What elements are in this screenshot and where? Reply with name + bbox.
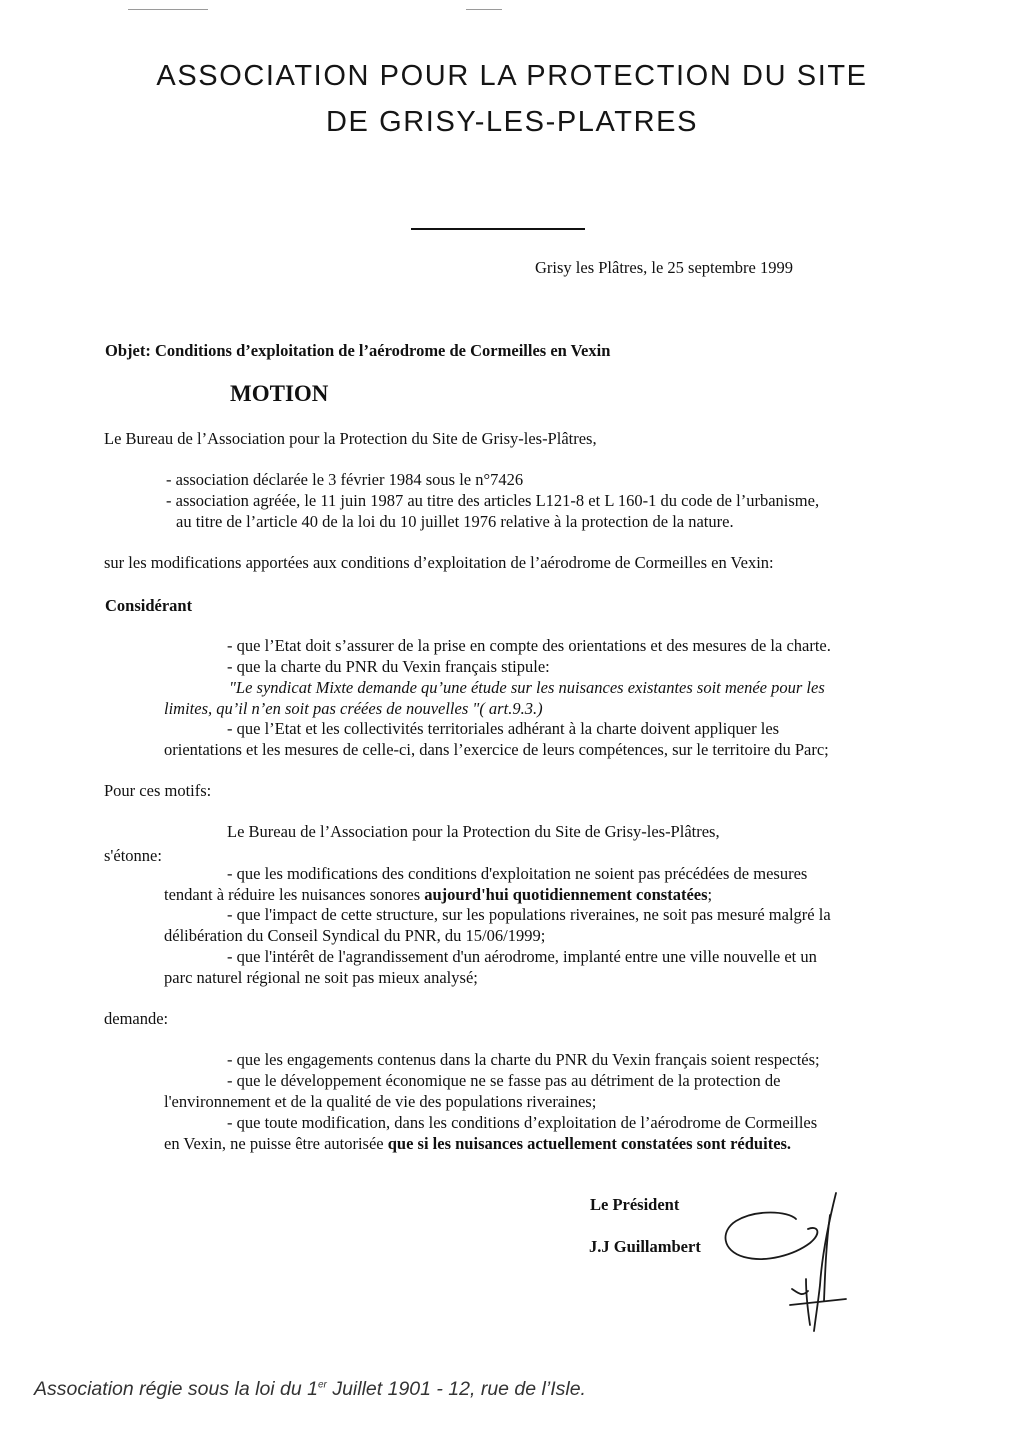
setonne-line: délibération du Conseil Syndical du PNR, du 15/06/1999; [164,926,546,945]
emphasis-text: aujourd'hui quotidiennement constatées [424,885,708,904]
subject-line: Objet: Conditions d’exploitation de l’aérodrome de Cormeilles en Vexin [105,341,611,360]
charte-quote: "Le syndicat Mixte demande qu’une étude sur les nuisances existantes soit menée pour les [229,678,825,697]
setonne-line: - que l'intérêt de l'agrandissement d'un aérodrome, implanté entre une ville nouvelle et un [227,947,817,966]
demande-line: - que toute modification, dans les conditions d’exploitation de l’aérodrome de Cormeilles [227,1113,818,1132]
motion-title: MOTION [230,381,329,406]
scan-mark [466,9,502,10]
emphasis-text: que si les nuisances actuellement constatées sont réduites. [387,1134,792,1153]
scan-mark [128,9,208,10]
header-divider [411,228,585,230]
letterhead-line-2: DE GRISY-LES-PLATRES [325,106,699,138]
subject-paragraph: sur les modifications apportées aux conditions d’exploitation de l’aérodrome de Cormeilles en Vexin: [104,553,774,572]
setonne-line: - que les modifications des conditions d'exploitation ne soient pas précédées de mesures [227,864,808,883]
demande-line: - que le développement économique ne se fasse pas au détriment de la protection de [227,1071,781,1090]
demande-line: - que les engagements contenus dans la charte du PNR du Vexin français soient respectés; [227,1050,820,1069]
demande-line: l'environnement et de la qualité de vie des populations riveraines; [164,1092,597,1111]
setonne-line: tendant à réduire les nuisances sonores aujourd'hui quotidiennement constatées; [164,885,713,904]
demande-heading: demande: [104,1009,169,1028]
footer-legal-notice: Association régie sous la loi du 1er Juillet 1901 - 12, rue de l’Isle. [34,1378,586,1400]
credential-line: - association agréée, le 11 juin 1987 au titre des articles L121-8 et L 160-1 du code de l’urbanisme, [166,491,820,510]
credential-line: - association déclarée le 3 février 1984 sous le n°7426 [166,470,524,489]
intro-paragraph: Le Bureau de l’Association pour la Protection du Site de Grisy-les-Plâtres, [104,429,597,448]
date-line: Grisy les Plâtres, le 25 septembre 1999 [535,258,793,277]
considerant-line: - que l’Etat doit s’assurer de la prise en compte des orientations et des mesures de la charte. [227,636,831,655]
demande-line: en Vexin, ne puisse être autorisée que si les nuisances actuellement constatées sont réduites. [164,1134,792,1153]
considerant-line: orientations et les mesures de celle-ci, dans l’exercice de leurs compétences, sur le territoire du Parc; [164,740,829,759]
considerant-line: - que la charte du PNR du Vexin français stipule: [227,657,550,676]
considerant-heading: Considérant [105,596,193,615]
motifs-line: Pour ces motifs: [104,781,212,800]
setonne-line: - que l'impact de cette structure, sur les populations riveraines, ne soit pas mesuré malgré la [227,905,831,924]
considerant-line: - que l’Etat et les collectivités territoriales adhérant à la charte doivent appliquer les [227,719,780,738]
letterhead-line-1: ASSOCIATION POUR LA PROTECTION DU SITE [156,60,868,92]
credential-line: au titre de l’article 40 de la loi du 10 juillet 1976 relative à la protection de la nature. [176,512,734,531]
bureau-line: Le Bureau de l’Association pour la Protection du Site de Grisy-les-Plâtres, [227,822,720,841]
signatory-name: J.J Guillambert [589,1237,701,1256]
handwritten-signature [718,1185,858,1335]
charte-quote: limites, qu’il n’en soit pas créées de nouvelles "( art.9.3.) [164,699,543,718]
setonne-line: parc naturel régional ne soit pas mieux analysé; [164,968,478,987]
signatory-title: Le Président [590,1195,680,1214]
setonne-heading: s'étonne: [104,846,162,865]
